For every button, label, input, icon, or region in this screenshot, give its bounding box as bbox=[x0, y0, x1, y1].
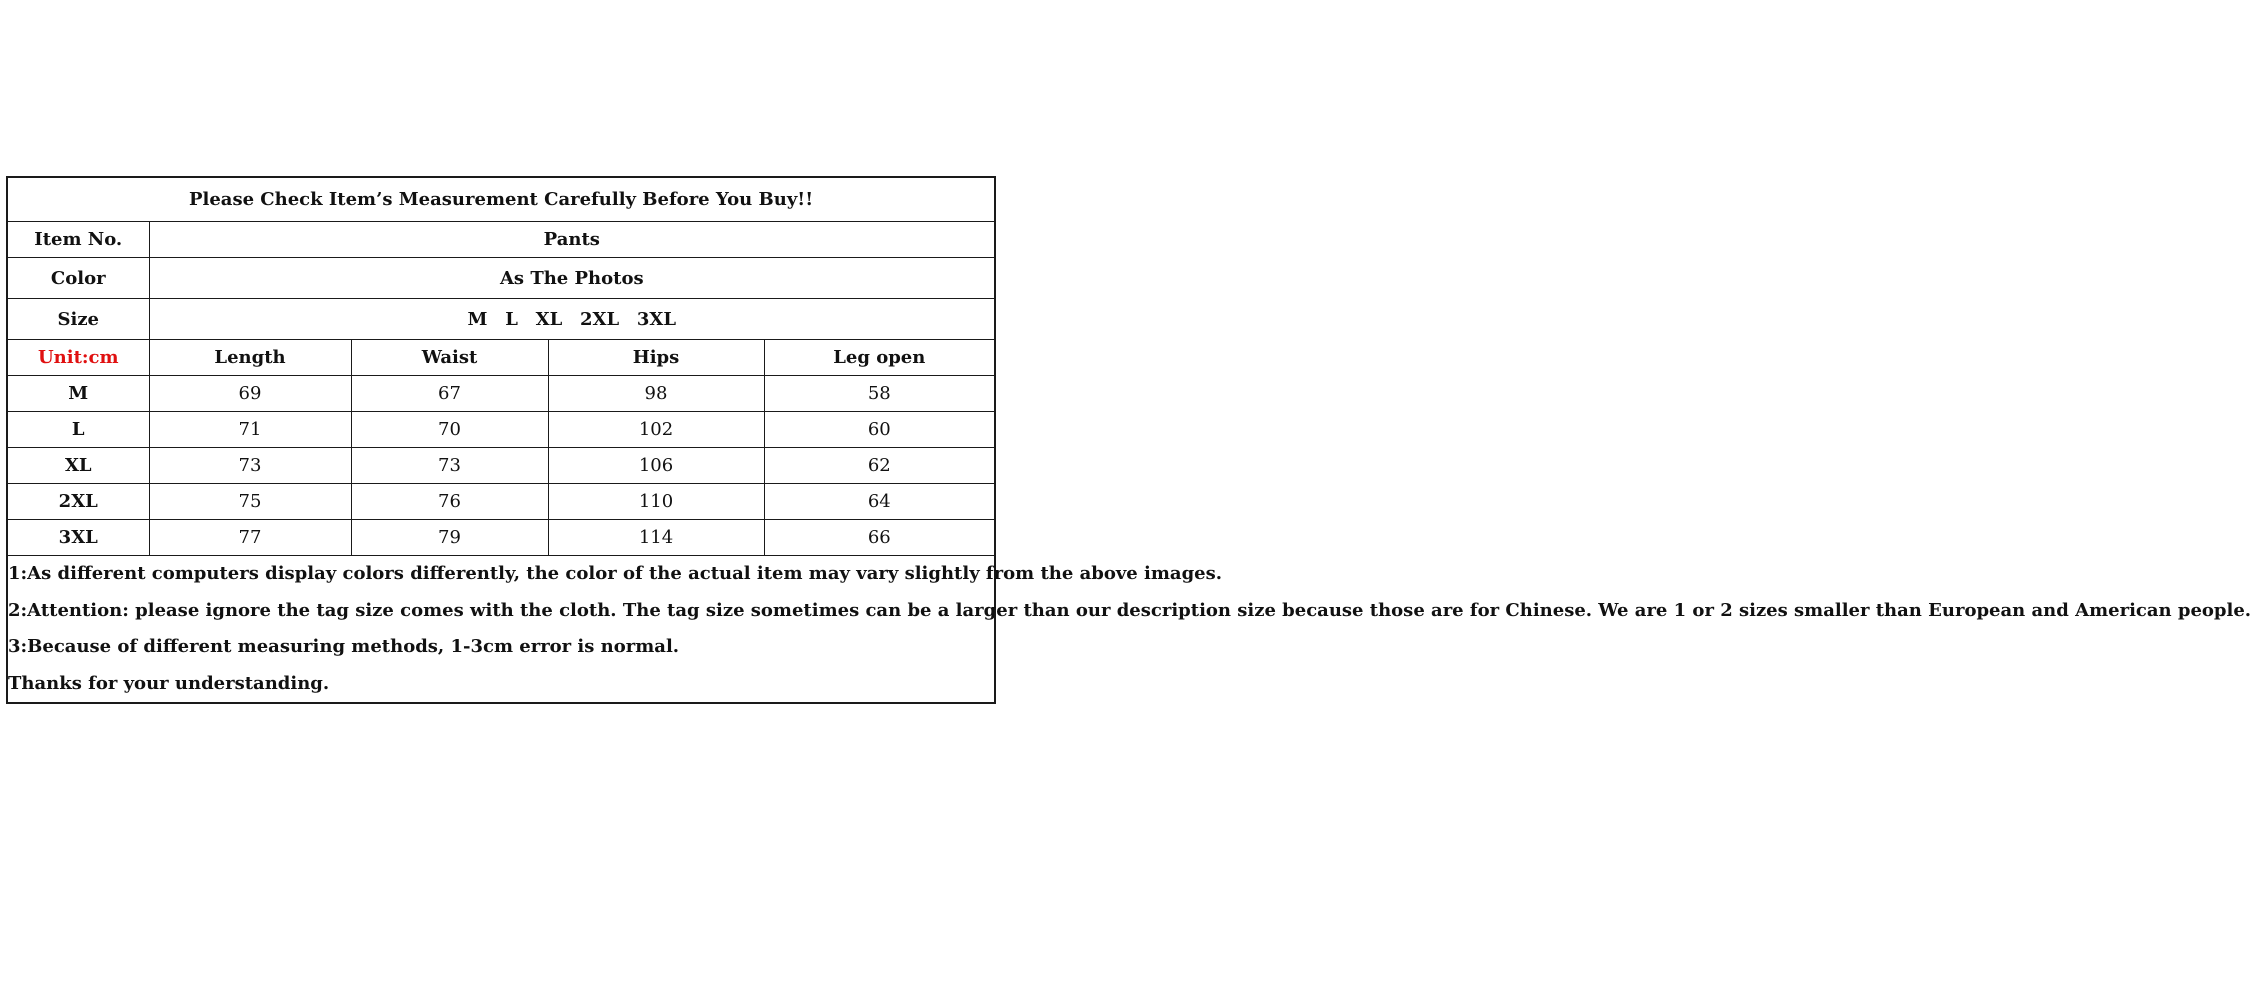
cell-leg-open: 64 bbox=[764, 484, 995, 520]
cell-hips: 110 bbox=[548, 484, 764, 520]
cell-length: 75 bbox=[149, 484, 351, 520]
table-row bbox=[7, 448, 995, 484]
size-value: 3XL bbox=[636, 308, 677, 330]
row-size: XL bbox=[7, 448, 149, 484]
cell-waist: 79 bbox=[351, 520, 548, 556]
table-row bbox=[7, 520, 995, 556]
cell-length: 71 bbox=[149, 412, 351, 448]
row-size: 3XL bbox=[7, 520, 149, 556]
cell-waist: 76 bbox=[351, 484, 548, 520]
item-no-label: Item No. bbox=[7, 222, 149, 258]
cell-leg-open: 60 bbox=[764, 412, 995, 448]
size-value: 2XL bbox=[579, 308, 620, 330]
row-size: M bbox=[7, 376, 149, 412]
cell-length: 77 bbox=[149, 520, 351, 556]
cell-leg-open: 58 bbox=[764, 376, 995, 412]
size-value: M bbox=[467, 308, 488, 330]
note-thanks: Thanks for your understanding. bbox=[8, 672, 330, 694]
note-1: 1:As different computers display colors differently, the color of the actual item may vary slightly from the above images. bbox=[8, 563, 1223, 584]
item-no-value: Pants bbox=[149, 222, 995, 258]
cell-hips: 114 bbox=[548, 520, 764, 556]
table-row bbox=[7, 484, 995, 520]
cell-hips: 98 bbox=[548, 376, 764, 412]
row-size: L bbox=[7, 412, 149, 448]
size-values bbox=[149, 299, 995, 340]
cell-length: 69 bbox=[149, 376, 351, 412]
column-header-leg-open: Leg open bbox=[764, 340, 995, 376]
size-value: XL bbox=[535, 308, 563, 330]
notes bbox=[7, 556, 2251, 704]
cell-waist: 70 bbox=[351, 412, 548, 448]
cell-waist: 67 bbox=[351, 376, 548, 412]
table-row bbox=[7, 412, 995, 448]
column-header-hips: Hips bbox=[548, 340, 764, 376]
cell-length: 73 bbox=[149, 448, 351, 484]
column-header-waist: Waist bbox=[351, 340, 548, 376]
size-value: L bbox=[505, 308, 518, 330]
table-row bbox=[7, 376, 995, 412]
color-label: Color bbox=[7, 258, 149, 299]
cell-waist: 73 bbox=[351, 448, 548, 484]
cell-leg-open: 66 bbox=[764, 520, 995, 556]
size-chart-table bbox=[6, 176, 2251, 704]
cell-hips: 106 bbox=[548, 448, 764, 484]
note-3: 3:Because of different measuring methods, 1-3cm error is normal. bbox=[8, 636, 680, 657]
note-2: 2:Attention: please ignore the tag size comes with the cloth. The tag size sometimes can be a larger than our description size because those are for Chinese. We are 1 or 2 sizes smaller than European and American people. bbox=[8, 599, 2251, 621]
unit-label: Unit:cm bbox=[7, 340, 149, 376]
row-size: 2XL bbox=[7, 484, 149, 520]
size-label: Size bbox=[7, 299, 149, 340]
color-value: As The Photos bbox=[149, 258, 995, 299]
chart-title: Please Check Item’s Measurement Carefully Before You Buy!! bbox=[7, 177, 995, 222]
cell-hips: 102 bbox=[548, 412, 764, 448]
column-header-length: Length bbox=[149, 340, 351, 376]
cell-leg-open: 62 bbox=[764, 448, 995, 484]
